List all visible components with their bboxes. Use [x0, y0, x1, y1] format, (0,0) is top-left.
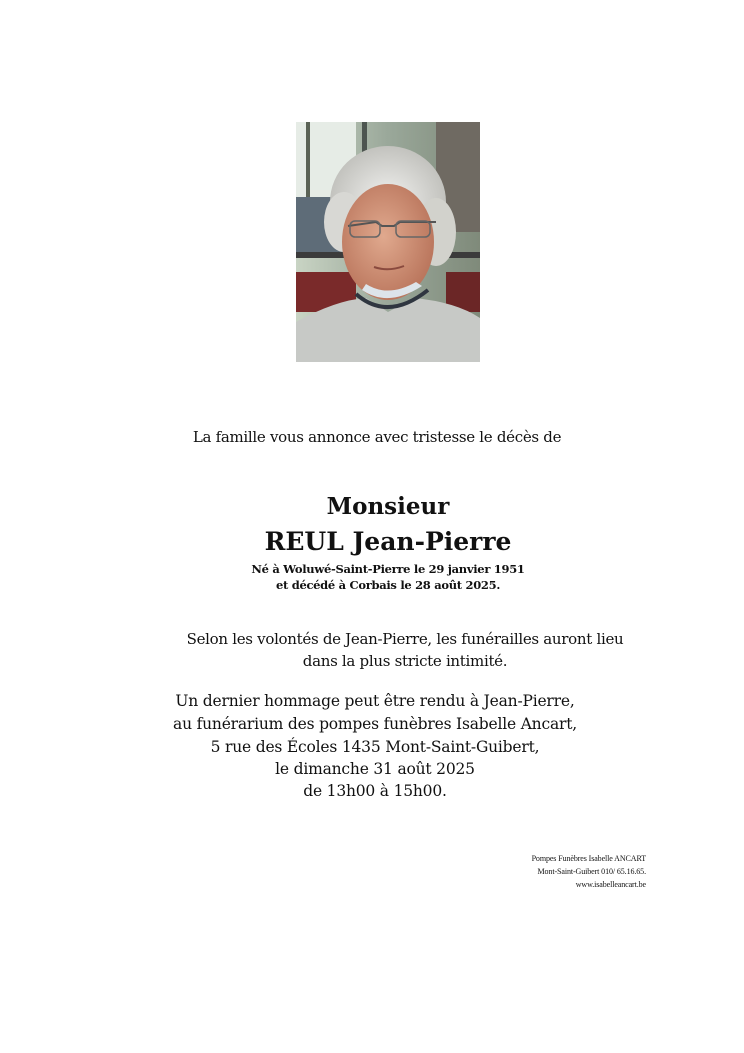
funeral-line-2: dans la plus stricte intimité.	[302, 652, 508, 670]
honorific-title: Monsieur	[326, 493, 450, 520]
funeral-home-address-phone: Mont-Saint-Guibert 010/ 65.16.65.	[537, 867, 646, 876]
tribute-line-5: de 13h00 à 15h00.	[303, 782, 447, 800]
death-info: et décédé à Corbais le 28 août 2025.	[275, 578, 501, 592]
tribute-line-2: au funérarium des pompes funèbres Isabelle Ancart,	[173, 715, 577, 733]
intro-text: La famille vous annonce avec tristesse le décès de	[192, 428, 562, 446]
tribute-line-4: le dimanche 31 août 2025	[275, 760, 475, 778]
funeral-home-website[interactable]: www.isabelleancart.be	[575, 880, 646, 889]
funeral-home-footer	[532, 852, 646, 891]
tribute-line-3: 5 rue des Écoles 1435 Mont-Saint-Guibert,	[210, 738, 540, 756]
portrait-image	[296, 122, 480, 362]
tribute-line-1: Un dernier hommage peut être rendu à Jean-Pierre,	[175, 692, 575, 710]
funeral-line-1: Selon les volontés de Jean-Pierre, les funérailles auront lieu	[186, 630, 624, 648]
funeral-home-name: Pompes Funèbres Isabelle ANCART	[531, 854, 646, 863]
portrait-photo	[296, 122, 480, 362]
deceased-name: REUL Jean-Pierre	[264, 527, 512, 556]
birth-info: Né à Woluwé-Saint-Pierre le 29 janvier 1951	[251, 562, 525, 576]
